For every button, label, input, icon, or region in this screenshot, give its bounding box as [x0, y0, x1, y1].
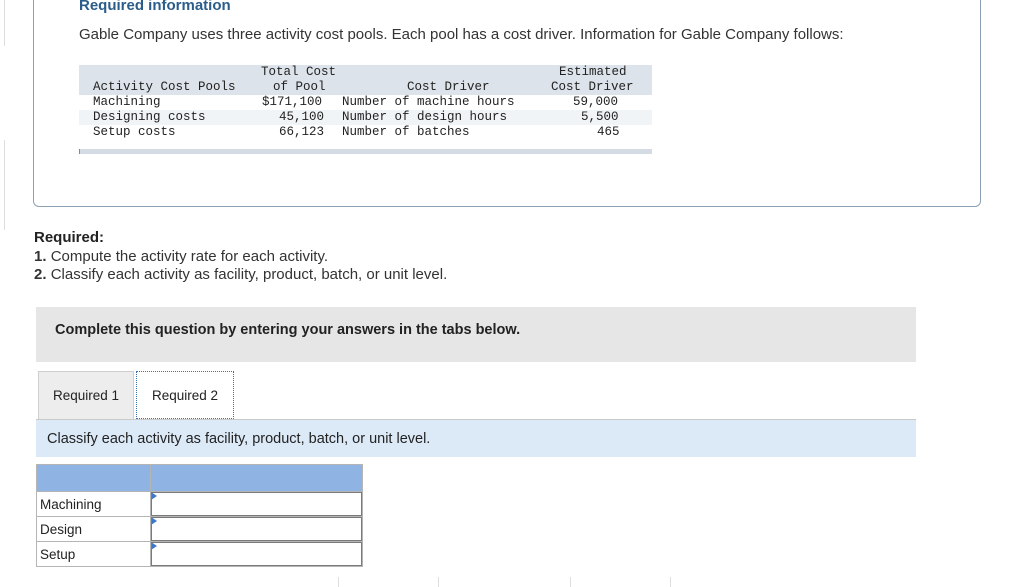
- footer-divider: [670, 577, 671, 587]
- tab-required-2[interactable]: Required 2: [136, 371, 234, 419]
- classification-cell[interactable]: [150, 542, 362, 567]
- row-pool: Designing costs: [93, 110, 206, 124]
- tab-required-1[interactable]: Required 1: [38, 371, 134, 419]
- cost-pool-table: [79, 65, 652, 155]
- required-item-text: Compute the activity rate for each activity.: [50, 248, 329, 265]
- required-item-1: [34, 248, 328, 265]
- table-row: [37, 492, 363, 517]
- header-total-bottom: of Pool: [273, 80, 326, 94]
- row-estimated: 59,000: [573, 95, 619, 109]
- tab-instruction-text: Classify each activity as facility, product, batch, or unit level.: [47, 431, 431, 447]
- footer-divider: [570, 577, 571, 587]
- info-description: Gable Company uses three activity cost pools. Each pool has a cost driver. Information for Gable Company follows:: [79, 26, 844, 43]
- classification-dropdown-setup[interactable]: [151, 542, 362, 566]
- row-total: $171,100: [262, 95, 323, 109]
- info-title: Required information: [79, 0, 231, 14]
- table-header-row: [37, 465, 363, 492]
- classification-cell[interactable]: [150, 492, 362, 517]
- activity-label: Machining: [37, 492, 151, 517]
- row-driver: Number of batches: [342, 125, 470, 139]
- instructions-banner: [36, 307, 916, 362]
- row-pool: Machining: [93, 95, 161, 109]
- classification-dropdown-machining[interactable]: [151, 492, 362, 516]
- activity-label: Setup: [37, 542, 151, 567]
- tab-instruction-strip: [36, 420, 916, 457]
- classification-cell[interactable]: [150, 517, 362, 542]
- row-pool: Setup costs: [93, 125, 176, 139]
- header-est-top: Estimated: [559, 65, 627, 79]
- row-driver: Number of machine hours: [342, 95, 515, 109]
- row-driver: Number of design hours: [342, 110, 508, 124]
- required-item-number: 1.: [34, 248, 47, 265]
- required-heading: Required:: [34, 229, 105, 246]
- left-edge-panel: [0, 0, 5, 46]
- classification-dropdown-design[interactable]: [151, 517, 362, 541]
- header-est-bottom: Cost Driver: [551, 80, 634, 94]
- header-driver: Cost Driver: [407, 80, 490, 94]
- header-cell-blank: [37, 465, 151, 492]
- row-total: 45,100: [279, 110, 325, 124]
- required-item-2: [34, 266, 447, 283]
- row-estimated: 5,500: [581, 110, 619, 124]
- header-pool: Activity Cost Pools: [93, 80, 236, 94]
- footer-divider: [438, 577, 439, 587]
- required-item-number: 2.: [34, 266, 47, 283]
- header-total-top: Total Cost: [261, 65, 337, 79]
- row-estimated: 465: [597, 125, 620, 139]
- header-cell-blank: [150, 465, 362, 492]
- footer-divider: [338, 577, 339, 587]
- classification-table: [36, 464, 363, 567]
- table-row: [37, 517, 363, 542]
- table-bottom-rule: [79, 149, 652, 154]
- left-edge-panel: [0, 140, 5, 230]
- activity-label: Design: [37, 517, 151, 542]
- row-total: 66,123: [279, 125, 325, 139]
- required-item-text: Classify each activity as facility, product, batch, or unit level.: [50, 266, 448, 283]
- table-row: [37, 542, 363, 567]
- banner-text: Complete this question by entering your answers in the tabs below.: [55, 322, 521, 338]
